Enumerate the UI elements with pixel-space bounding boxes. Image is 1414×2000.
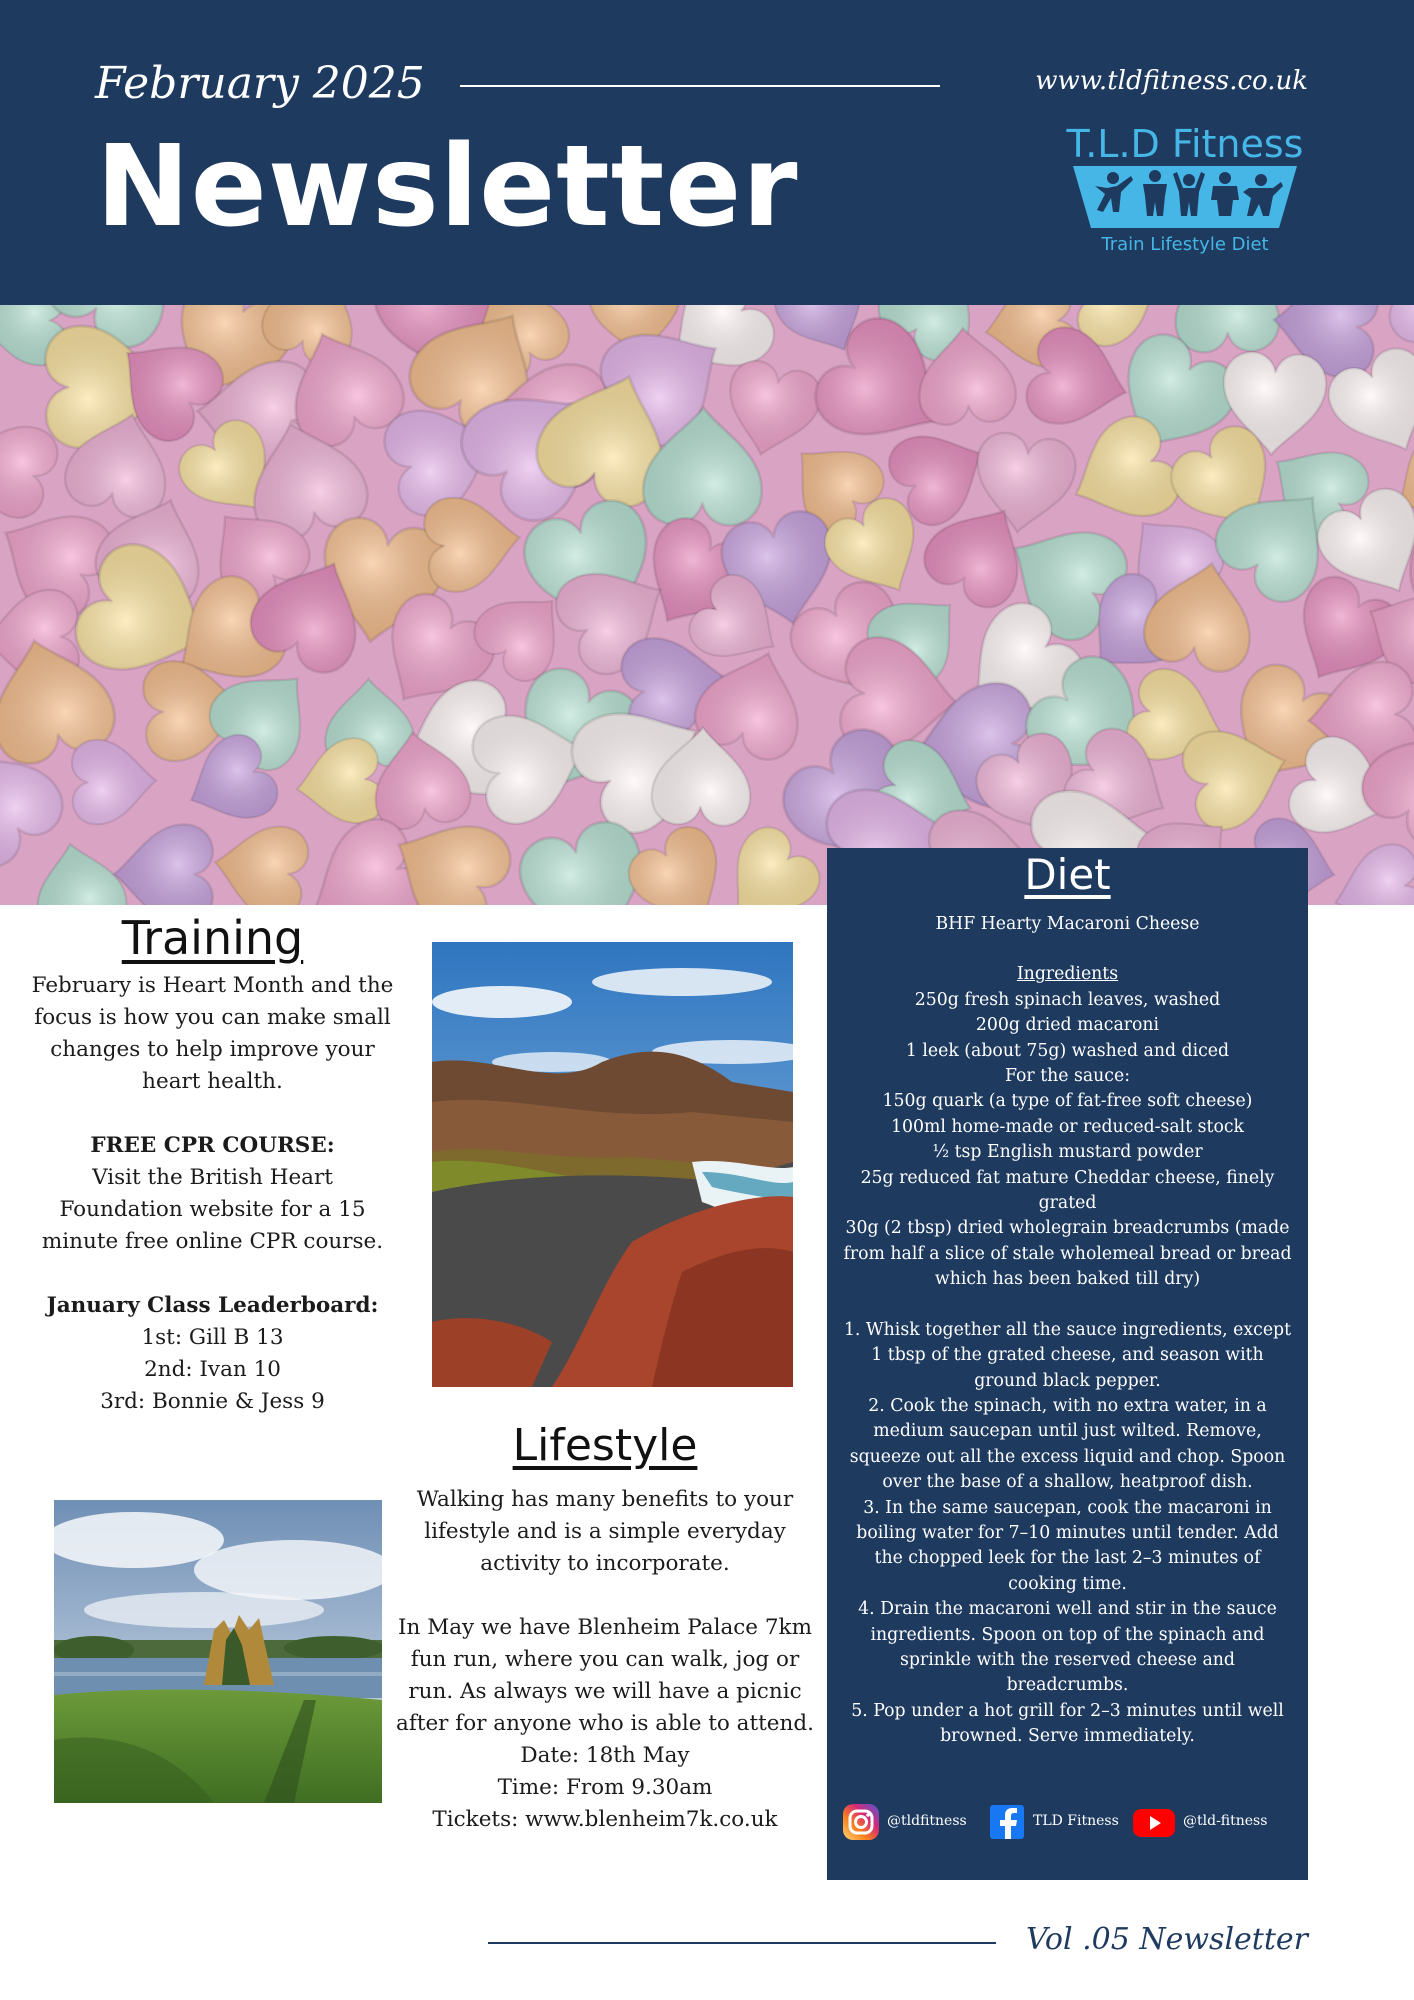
youtube-link[interactable] xyxy=(1131,1800,1267,1844)
park-lake-photo xyxy=(54,1500,382,1803)
recipe-step: 2. Cook the spinach, with no extra water, in a medium saucepan until just wilted. Remove, squeeze out all the excess liquid and chop. Spoon over the base of a shallow, heatproof dish. xyxy=(849,1395,1286,1493)
newsletter-title: Newsletter xyxy=(96,122,799,252)
leaderboard-heading: January Class Leaderboard: xyxy=(46,1293,379,1318)
ingredient-item: ½ tsp English mustard powder xyxy=(932,1142,1203,1163)
ingredient-item: 250g fresh spinach leaves, washed xyxy=(914,989,1221,1010)
instagram-link[interactable] xyxy=(841,1800,967,1844)
issue-date: February 2025 xyxy=(95,58,425,109)
training-section xyxy=(30,910,395,1418)
website-link[interactable]: www.tldfitness.co.uk xyxy=(1035,66,1308,96)
youtube-icon xyxy=(1131,1802,1177,1842)
footer-divider xyxy=(488,1942,996,1944)
social-links xyxy=(841,1800,1301,1844)
cpr-course-heading: FREE CPR COURSE: xyxy=(90,1133,335,1158)
leaderboard-entry: 3rd: Bonnie & Jess 9 xyxy=(100,1389,325,1414)
diet-heading: Diet xyxy=(1024,850,1111,899)
lifestyle-heading: Lifestyle xyxy=(512,1420,698,1471)
ingredients-heading: Ingredients xyxy=(1016,964,1119,985)
ingredient-item: 1 leek (about 75g) washed and diced xyxy=(905,1040,1230,1061)
ingredient-item: 100ml home-made or reduced-salt stock xyxy=(891,1116,1244,1137)
training-heading: Training xyxy=(121,911,304,965)
lifestyle-intro: Walking has many benefits to your lifestyle and is a simple everyday activity to incorporate. xyxy=(416,1487,794,1576)
recipe-title: BHF Hearty Macaroni Cheese xyxy=(935,914,1200,934)
header-banner xyxy=(0,0,1414,305)
logo-figures-icon xyxy=(1073,166,1297,228)
fun-run-description: In May we have Blenheim Palace 7km fun run, where you can walk, jog or run. As always we will have a picnic after for anyone who is able to attend. xyxy=(396,1615,814,1736)
logo-name: T.L.D Fitness xyxy=(1066,122,1304,166)
training-intro: February is Heart Month and the focus is how you can make small changes to help improve your heart health. xyxy=(31,973,394,1094)
recipe-step: 3. In the same saucepan, cook the macaroni in boiling water for 7–10 minutes until tender. Add the chopped leek for the last 2–3 minutes of cooking time. xyxy=(856,1497,1279,1594)
recipe-step: 5. Pop under a hot grill for 2–3 minutes until well browned. Serve immediately. xyxy=(851,1700,1284,1747)
event-date: Date: 18th May xyxy=(520,1743,690,1768)
candy-hearts-photo xyxy=(0,305,1414,905)
instagram-handle: @tldfitness xyxy=(887,1813,967,1830)
recipe-step: 1. Whisk together all the sauce ingredients, except 1 tbsp of the grated cheese, and season with ground black pepper. xyxy=(843,1319,1292,1391)
footer-volume: Vol .05 Newsletter xyxy=(1026,1922,1308,1957)
instagram-icon xyxy=(841,1802,881,1842)
event-tickets: Tickets: www.blenheim7k.co.uk xyxy=(432,1807,778,1832)
facebook-link[interactable] xyxy=(989,1800,1119,1844)
header-divider xyxy=(460,85,940,87)
facebook-handle: TLD Fitness xyxy=(1033,1813,1119,1830)
ingredient-item: 150g quark (a type of fat-free soft cheese) xyxy=(882,1091,1253,1112)
cpr-course-text: Visit the British Heart Foundation website for a 15 minute free online CPR course. xyxy=(41,1165,384,1254)
facebook-icon xyxy=(989,1802,1027,1842)
ingredient-item: 200g dried macaroni xyxy=(975,1015,1160,1036)
lifestyle-section xyxy=(385,1418,825,1836)
leaderboard-entry: 2nd: Ivan 10 xyxy=(144,1357,281,1382)
logo-tagline: Train Lifestyle Diet xyxy=(1101,234,1269,255)
ingredient-item: 25g reduced fat mature Cheddar cheese, finely grated xyxy=(860,1167,1275,1214)
youtube-handle: @tld-fitness xyxy=(1183,1813,1268,1830)
sauce-subheading: For the sauce: xyxy=(1004,1066,1131,1087)
leaderboard-entry: 1st: Gill B 13 xyxy=(141,1325,284,1350)
diet-panel xyxy=(827,848,1308,1880)
coastal-landscape-photo xyxy=(432,942,793,1387)
recipe-step: 4. Drain the macaroni well and stir in the sauce ingredients. Spoon on top of the spinach and sprinkle with the reserved cheese and breadcrumbs. xyxy=(858,1599,1277,1696)
event-time: Time: From 9.30am xyxy=(497,1775,713,1800)
ingredient-item: 30g (2 tbsp) dried wholegrain breadcrumbs (made from half a slice of stale wholemeal bread or bread which has been baked till dry) xyxy=(843,1218,1292,1290)
tld-fitness-logo xyxy=(1055,122,1315,262)
candy-hearts-illustration xyxy=(0,305,1414,905)
